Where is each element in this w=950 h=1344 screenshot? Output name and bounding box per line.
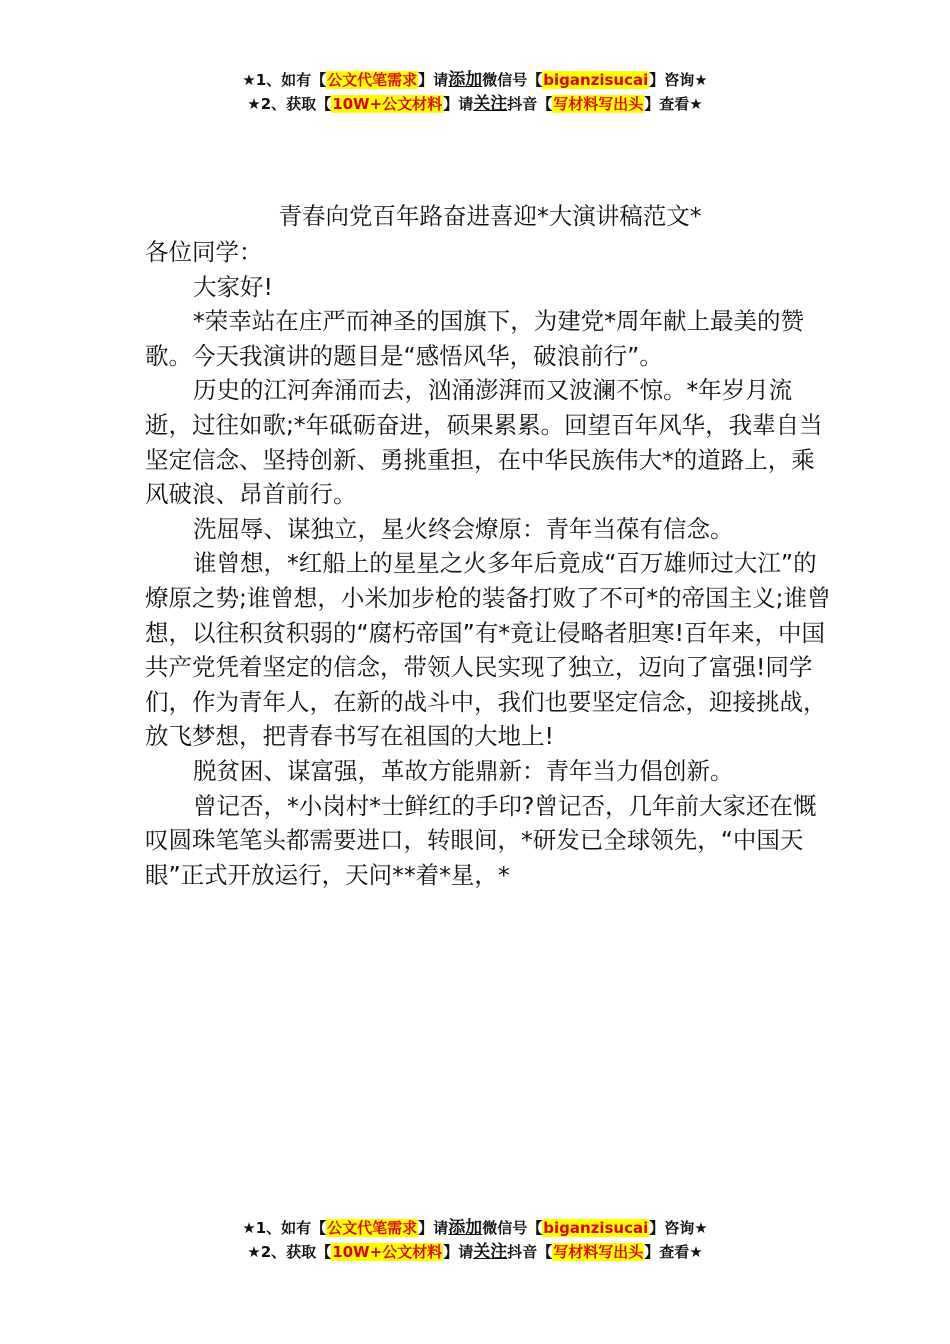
paragraph-2: *荣幸站在庄严而神圣的国旗下，为建党*周年献上最美的赞歌。今天我演讲的题目是“感悟风华，破浪前行”。 <box>145 307 804 370</box>
banner-highlight-materials: 10W+公文材料 <box>332 1243 443 1261</box>
banner-underline-add: 添加 <box>448 1218 483 1238</box>
header-banner <box>0 68 950 116</box>
banner-underline-add: 添加 <box>448 70 483 90</box>
banner-highlight-wechat-id: biganzisucai <box>543 1219 649 1237</box>
banner-highlight-douyin: 写材料写出头 <box>553 95 644 113</box>
banner-highlight-service: 公文代笔需求 <box>327 71 418 89</box>
paragraph-1: 大家好! <box>193 272 273 301</box>
paragraph-4: 洗屈辱、谋独立，星火终会燎原：青年当葆有信念。 <box>193 514 734 543</box>
paragraph-5: 谁曾想，*红船上的星星之火多年后竟成“百万雄师过大江”的燎原之势;谁曾想，小米加步枪的装备打败了不可*的帝国主义;谁曾想，以往积贫积弱的“腐朽帝国”有*竟让侵略者胆寒!百年来，中国共产党凭着坚定的信念，带领人民实现了独立，迈向了富强!同学们，作为青年人，在新的战斗中，我们也要坚定信念，迎接挑战，放飞梦想，把青春书写在祖国的大地上! <box>145 549 831 751</box>
banner-line-1: ★1、如有【公文代笔需求】请添加微信号【biganzisucai】咨询★ <box>242 1218 708 1238</box>
salutation: 各位同学： <box>145 238 263 266</box>
document-title: 青春向党百年路奋进喜迎*大演讲稿范文* <box>278 202 702 230</box>
banner-highlight-douyin: 写材料写出头 <box>553 1243 644 1261</box>
paragraph-7: 曾记否，*小岗村*士鲜红的手印?曾记否，几年前大家还在慨叹圆珠笔笔头都需要进口，转眼间，*研发已全球领先，“中国天眼”正式开放运行，天问**着*星，* <box>145 791 817 889</box>
banner-highlight-wechat-id: biganzisucai <box>543 71 649 89</box>
paragraph-6: 脱贫困、谋富强，革故方能鼎新：青年当力倡创新。 <box>193 756 734 785</box>
document-body <box>145 197 835 892</box>
banner-line-2: ★2、获取【10W+公文材料】请关注抖音【写材料写出头】查看★ <box>247 94 703 114</box>
banner-line-2: ★2、获取【10W+公文材料】请关注抖音【写材料写出头】查看★ <box>247 1242 703 1262</box>
banner-line-1: ★1、如有【公文代笔需求】请添加微信号【biganzisucai】咨询★ <box>242 70 708 90</box>
paragraph-3: 历史的江河奔涌而去，汹涌澎湃而又波澜不惊。*年岁月流逝，过往如歌;*年砥砺奋进，硕果累累。回望百年风华，我辈自当坚定信念、坚持创新、勇挑重担，在中华民族伟大*的道路上，乘风破浪、昂首前行。 <box>145 376 823 509</box>
banner-underline-follow: 关注 <box>473 94 508 114</box>
banner-highlight-materials: 10W+公文材料 <box>332 95 443 113</box>
footer-banner <box>0 1216 950 1264</box>
banner-highlight-service: 公文代笔需求 <box>327 1219 418 1237</box>
banner-underline-follow: 关注 <box>473 1242 508 1262</box>
